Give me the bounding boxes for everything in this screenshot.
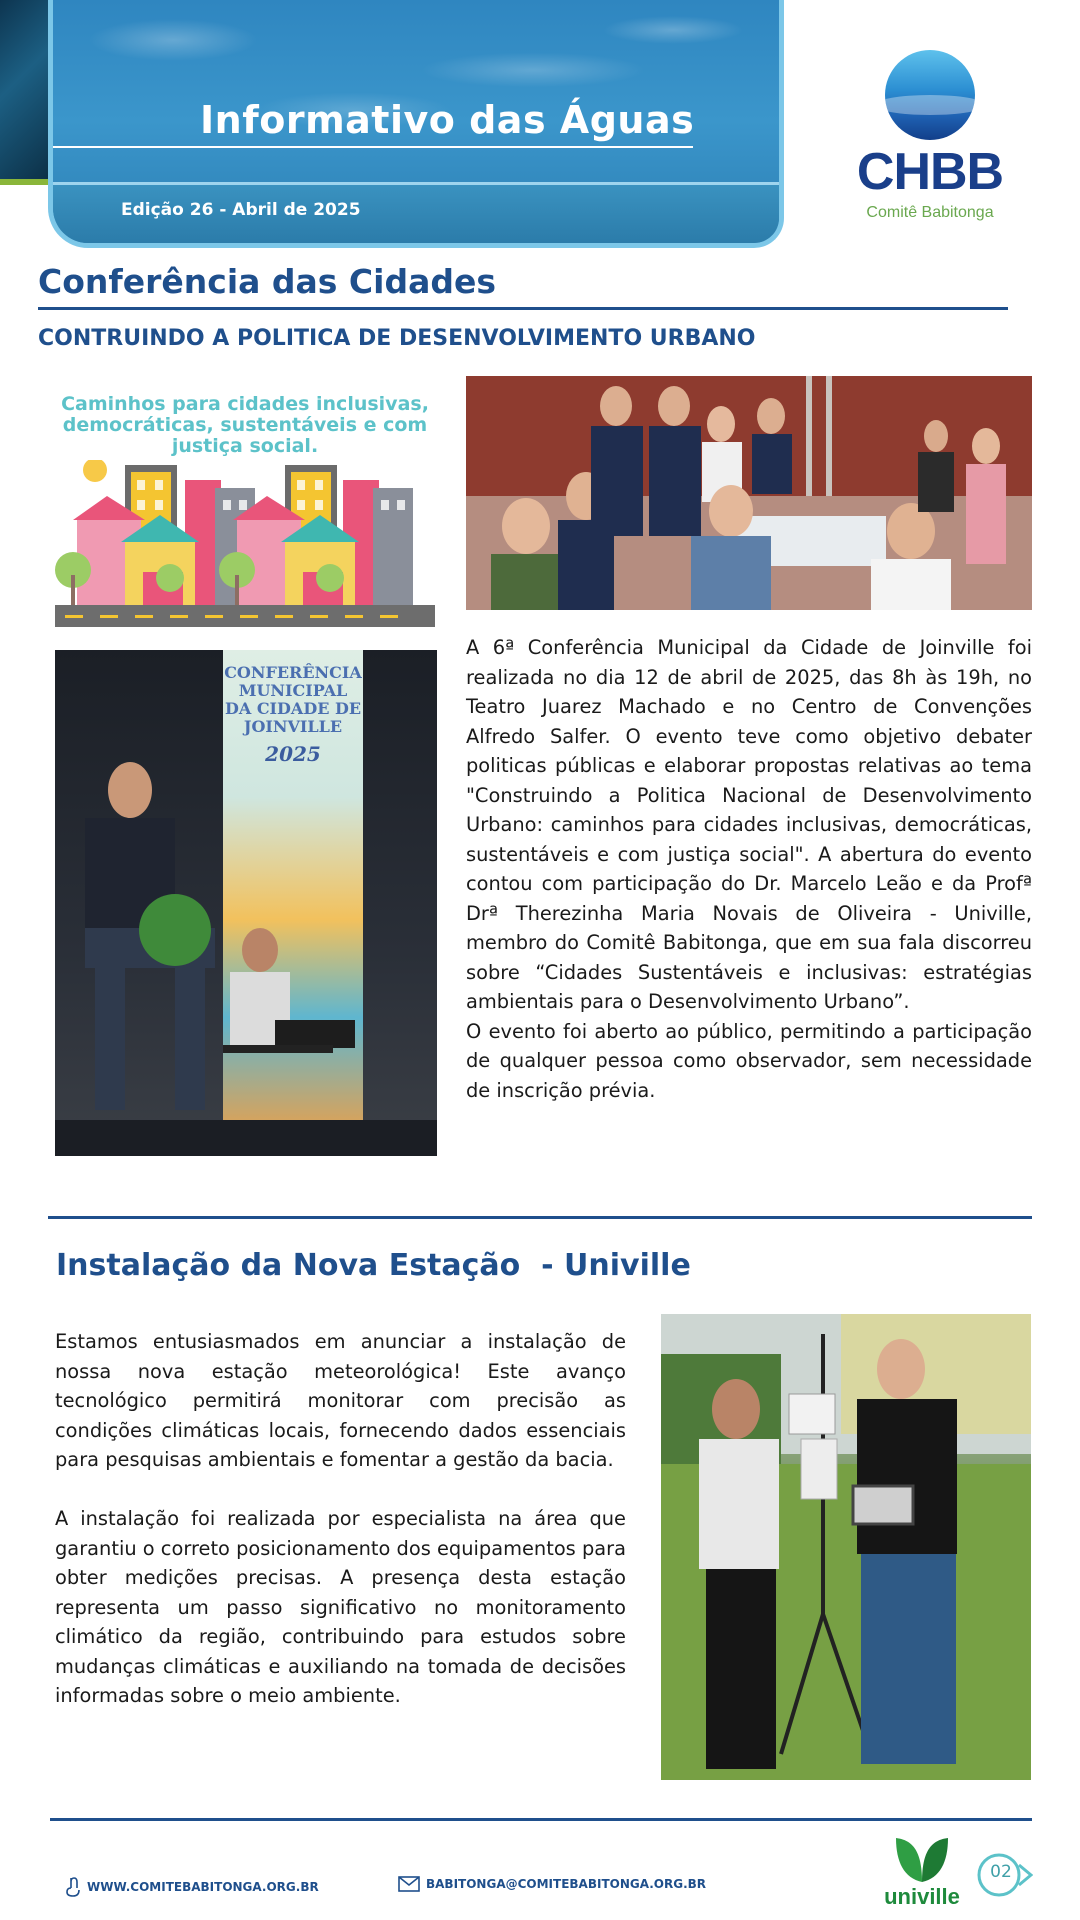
section-title-conferencia: Conferência das Cidades	[38, 262, 496, 301]
estacao-paragraph-1: Estamos entusiasmados em anunciar a instalação de nossa nova estação meteorológica! Este avanço tecnológico permitirá monitorar com precisão as condições climáticas locais, fornecendo dados essenciais para pesquisas ambientais e fomentar a gestão da bacia.	[55, 1330, 626, 1471]
univille-logo-text: univille	[884, 1884, 960, 1909]
chbb-logo-subtitle: Comitê Babitonga	[866, 204, 994, 221]
conference-group-photo	[466, 376, 1032, 610]
city-buildings-icon	[55, 460, 435, 630]
conference-group-photo-illustration	[466, 376, 1032, 610]
footer-email-text[interactable]: BABITONGA@COMITEBABITONGA.ORG.BR	[426, 1877, 707, 1891]
section-subtitle: CONTRUINDO A POLITICA DE DESENVOLVIMENTO URBANO	[38, 326, 756, 351]
conference-stage-illustration	[55, 650, 437, 1156]
weather-station-photo	[661, 1314, 1031, 1780]
city-tagline: Caminhos para cidades inclusivas, democráticas, sustentáveis e com justiça social.	[61, 393, 429, 457]
conference-banner-year: 2025	[265, 742, 321, 766]
page-number-badge	[975, 1852, 1033, 1898]
univille-logo	[872, 1832, 972, 1912]
city-illustration	[55, 390, 435, 630]
univille-leaf-icon	[892, 1832, 952, 1884]
estacao-article-text	[55, 1327, 626, 1711]
chbb-logo-water-icon	[885, 50, 975, 140]
conferencia-paragraph-1: A 6ª Conferência Municipal da Cidade de Joinville foi realizada no dia 12 de abril de 2025, das 8h às 19h, no Teatro Juarez Machado e no Centro de Convenções Alfredo Salfer. O evento teve como objetivo debater politicas públicas e elaborar propostas relativas ao tema "Construindo a Politica Nacional de Desenvolvimento Urbano: caminhos para cidades inclusivas, democráticas, sustentáveis e com justiça social". A abertura do evento contou com participação do Dr. Marcelo Leão e da Profª Drª Therezinha Maria Novais de Oliveira - Univille, membro do Comitê Babitonga, que em sua fala discorreu sobre “Cidades Sustentáveis e inclusivas: estratégias ambientais para o Desenvolvimento Urbano”.	[466, 636, 1032, 1013]
section-divider	[48, 1216, 1032, 1219]
footer-divider	[50, 1818, 1032, 1821]
footer-email[interactable]	[398, 1876, 706, 1892]
conference-stage-photo	[55, 650, 437, 1156]
newsletter-title: Informativo das Águas	[200, 98, 695, 142]
conference-banner-title: CONFERÊNCIA MUNICIPAL DA CIDADE DE JOINVILLE	[224, 663, 362, 736]
footer-website-text[interactable]: WWW.COMITEBABITONGA.ORG.BR	[87, 1880, 319, 1894]
chbb-logo	[850, 50, 1010, 230]
section-title-estacao: Instalação da Nova Estação - Univille	[56, 1248, 691, 1283]
page-number: 02	[990, 1862, 1012, 1882]
conferencia-article-text	[466, 633, 1032, 1105]
estacao-paragraph-2: A instalação foi realizada por especialista na área que garantiu o correto posicionamento dos equipamentos para obter medições precisas. A presença desta estação representa um passo significativo no monitoramento climático da região, contribuindo para estudos sobre mudanças climáticas e auxiliando na tomada de decisões informadas sobre o meio ambiente.	[55, 1507, 626, 1707]
chbb-logo-text: CHBB	[856, 143, 1004, 201]
header-title-underline	[53, 146, 693, 148]
pointer-hand-icon	[65, 1876, 81, 1898]
edition-label: Edição 26 - Abril de 2025	[121, 200, 361, 220]
conferencia-paragraph-2: O evento foi aberto ao público, permitindo a participação de qualquer pessoa como observador, sem necessidade de inscrição prévia.	[466, 1019, 1032, 1102]
header-banner	[48, 0, 784, 248]
footer-website[interactable]	[65, 1876, 319, 1898]
envelope-icon	[398, 1876, 420, 1892]
section-title-rule	[38, 307, 1008, 310]
weather-station-illustration	[661, 1314, 1031, 1780]
